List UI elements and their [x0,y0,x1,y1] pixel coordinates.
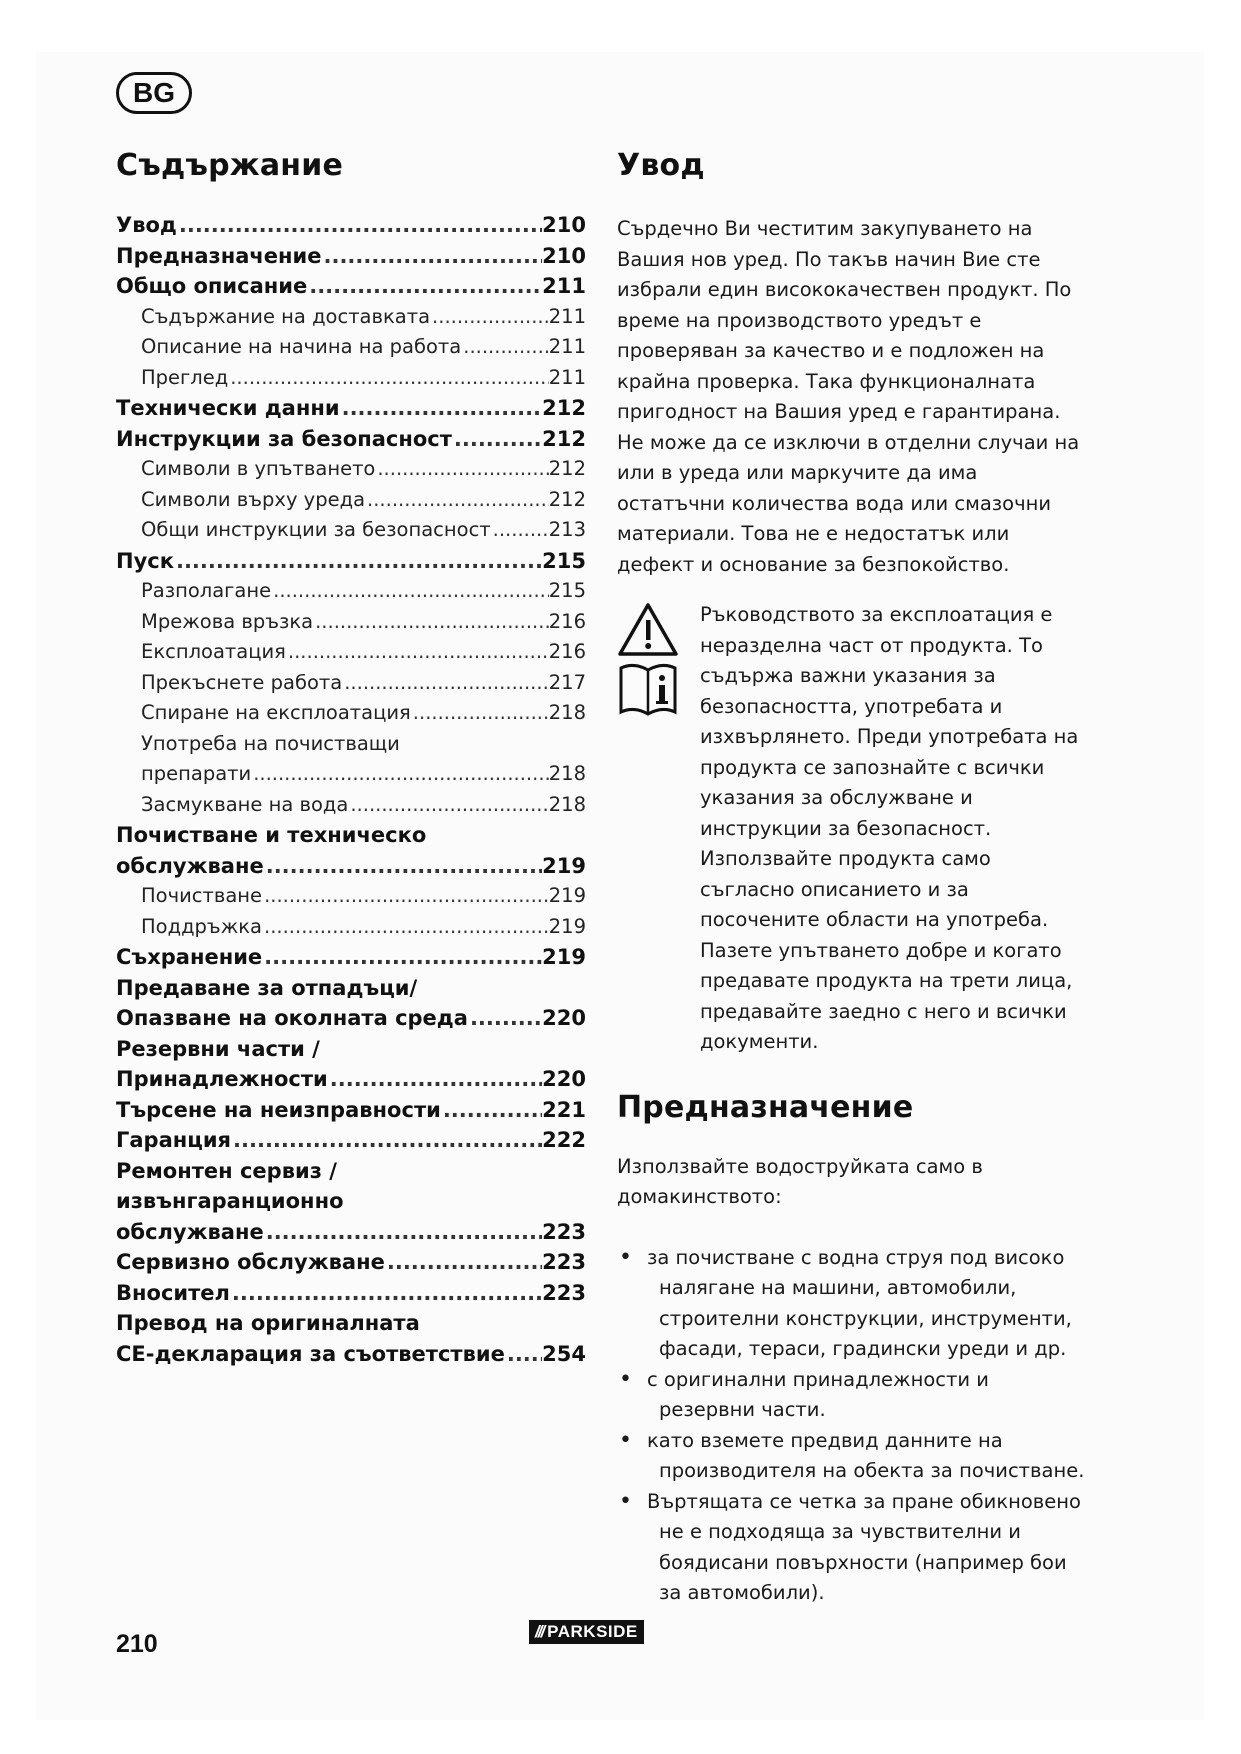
toc-entry-title: извънгаранционно [116,1189,344,1213]
toc-leader-dots [461,332,549,363]
toc-leader-dots [264,1217,542,1248]
toc-entry-title: Експлоатация [141,640,286,663]
toc-entry-title: Почистване и техническо [116,823,427,847]
toc-entry-title: обслужване [116,1219,264,1244]
toc-leader-dots [177,210,542,241]
purpose-heading: Предназначение [617,1089,914,1125]
toc-entry [116,1339,586,1370]
toc-leader-dots [262,912,549,943]
toc-leader-dots [271,576,549,607]
toc-entry-page: 211 [548,304,586,328]
toc-leader-dots [375,454,548,485]
toc-leader-dots [452,424,542,455]
toc-entry-page: 218 [548,701,586,724]
safety-note [617,600,1087,1058]
toc-leader-dots [307,271,542,302]
toc-entry-title: Гаранция [116,1128,232,1152]
toc-entry-title: Превод на оригиналната [116,1311,420,1335]
brand-name: PARKSIDE [547,1622,638,1641]
toc-entry-title: Почистване [141,884,263,907]
manual-info-icon [621,665,675,714]
toc-entry-title: Търсене на неизправности [116,1097,441,1122]
toc-entry [116,912,586,943]
toc-entry-title: Ремонтен сервиз / [116,1158,337,1183]
toc-entry [116,1156,586,1187]
toc-entry-page: 219 [542,945,586,969]
toc-entry-page: 222 [542,1128,586,1152]
toc-entry-page: 212 [542,396,586,420]
toc-leader-dots [228,363,549,394]
toc-entry-title: CE-декларация за съответствие [116,1341,505,1366]
toc-entry-page: 213 [548,518,586,541]
toc-entry-title: Предаване за отпадъци/ [116,975,418,1000]
toc-entry [116,881,586,912]
warning-triangle-icon [620,605,676,654]
toc-leader-dots [441,1095,542,1126]
toc-leader-dots [286,637,549,668]
toc-leader-dots [411,698,549,729]
toc-entry-title: Принадлежности [116,1067,328,1091]
toc-leader-dots [348,790,548,821]
toc-entry [116,851,586,882]
toc-entry [116,1064,586,1095]
purpose-bullet-item: • за почистване с водна струя под високо налягане на машини, автомобили, строителни конструкции, инструменти, фасади, тераси, градински уреди и др. [617,1243,1087,1365]
toc-entry-page: 210 [542,213,586,237]
toc-entry-page: 219 [548,884,586,907]
toc-entry [116,637,586,668]
toc-leader-dots [174,546,542,577]
toc-heading: Съдържание [116,148,343,183]
toc-leader-dots [328,1064,542,1095]
toc-entry-page: 216 [548,640,586,663]
toc-entry-title: Прекъснете работа [141,670,343,694]
warning-manual-icons [617,602,679,722]
toc-entry [116,393,586,424]
purpose-bullet-item: • с оригинални принадлежности и резервни части. [617,1365,1087,1426]
toc-entry-title: Общи инструкции за безопасност [141,518,491,541]
toc-entry [116,210,586,241]
toc-entry [116,1095,586,1126]
toc-entry-page: 210 [542,243,586,268]
brand-logo [529,1620,644,1644]
toc-entry [116,515,586,546]
toc-entry [116,1308,586,1339]
toc-entry-title: Описание на начина на работа [141,335,462,358]
toc-entry-page: 219 [548,914,586,938]
toc-entry [116,790,586,821]
content-column [617,146,1087,1609]
toc-leader-dots [468,1003,542,1034]
toc-list [116,210,586,1369]
toc-entry [116,1186,586,1217]
toc-leader-dots [385,1247,542,1278]
intro-paragraph: Сърдечно Ви честитим закупуването на Вашия нов уред. По такъв начин Вие сте избрали един висококачествен продукт. По време на производството уредът е проверяван за качество и е подложен на крайна проверка. Така функционалната пригодност на Вашия уред е гарантирана. Не може да се изключи в отделни случаи на или в уреда или маркучите да има остатъчни количества вода или смазочни материали. Това не е недостатък или дефект и основание за безпокойство. [617,217,1080,576]
toc-leader-dots [251,759,549,790]
toc-entry [116,942,586,973]
toc-entry-title: Резервни части / [116,1036,320,1061]
toc-entry-title: Символи в упътването [141,457,376,480]
purpose-bullet-list [617,1243,1087,1609]
toc-leader-dots [313,607,549,638]
language-badge: BG [116,72,192,114]
toc-entry [116,759,586,790]
toc-entry [116,271,586,302]
toc-entry [116,302,586,333]
toc-entry-title: Поддръжка [141,914,263,938]
toc-entry-page: 211 [548,335,586,358]
toc-entry [116,576,586,607]
toc-entry [116,332,586,363]
toc-entry-page: 211 [548,365,586,389]
toc-entry [116,607,586,638]
toc-column [116,146,586,1369]
toc-entry [116,973,586,1004]
brand-stripes: /// [535,1622,544,1641]
toc-entry-page: 212 [542,426,586,451]
toc-entry-page: 212 [548,487,586,511]
toc-leader-dots [322,241,543,272]
toc-entry [116,1217,586,1248]
page-number: 210 [116,1630,158,1658]
toc-leader-dots [230,1278,542,1309]
toc-leader-dots [491,515,549,546]
toc-entry-title: Опазване на околната среда [116,1006,468,1030]
intro-heading: Увод [617,148,705,183]
toc-entry [116,1003,586,1034]
toc-leader-dots [365,485,549,516]
toc-entry-page: 223 [542,1219,586,1244]
purpose-paragraph: Използвайте водоструйката само в домакинството: [617,1154,983,1208]
toc-entry-page: 220 [542,1067,586,1091]
toc-entry [116,424,586,455]
toc-entry-title: Разполагане [141,579,272,602]
toc-entry-page: 223 [542,1280,586,1305]
toc-leader-dots [262,881,549,912]
toc-entry-title: Спиране на експлоатация [141,701,411,724]
toc-entry-title: Увод [116,213,177,237]
toc-entry-page: 221 [542,1097,586,1122]
toc-entry-page: 216 [548,609,586,633]
toc-entry-title: Засмукване на вода [141,792,349,816]
toc-entry [116,729,586,760]
toc-entry-title: препарати [141,762,252,785]
toc-entry-title: Технически данни [116,396,340,420]
toc-entry [116,485,586,516]
toc-entry [116,820,586,851]
toc-entry-page: 217 [548,670,586,694]
toc-leader-dots [231,1125,542,1156]
toc-entry [116,1125,586,1156]
toc-entry-title: Съдържание на доставката [141,304,431,328]
toc-leader-dots [342,668,549,699]
toc-entry-title: Съхранение [116,945,263,969]
toc-entry [116,698,586,729]
toc-leader-dots [505,1339,542,1370]
toc-leader-dots [262,942,542,973]
purpose-bullet-item: • Въртящата се четка за пране обикновено не е подходяща за чувствителни и боядисани повърхности (например бои за автомобили). [617,1487,1087,1609]
purpose-bullet-item: • като вземете предвид данните на производителя на обекта за почистване. [617,1426,1087,1487]
toc-entry [116,241,586,272]
toc-entry-page: 218 [548,792,586,816]
toc-entry-page: 254 [542,1341,586,1366]
toc-entry-title: Преглед [141,365,229,389]
toc-entry-page: 218 [548,762,586,785]
toc-leader-dots [264,851,542,882]
toc-entry-page: 215 [548,579,586,602]
toc-entry-title: Пуск [116,548,174,573]
safety-note-text: Ръководството за експлоатация е неразделна част от продукта. То съдържа важни указания за безопасността, употребата и изхвърлянето. Преди употребата на продукта се запознайте с всички указания за обслужване и инструкции за безопасност. Използвайте продукта само съгласно описанието и за посочените области на употреба. Пазете упътването добре и когато предавате продукта на трети лица, предавайте заедно с него и всички документи. [700,603,1079,1053]
toc-entry-title: Символи върху уреда [141,487,366,511]
toc-entry-page: 212 [548,457,586,480]
toc-entry-title: Сервизно обслужване [116,1250,385,1274]
toc-entry [116,454,586,485]
toc-entry [116,1278,586,1309]
toc-entry-title: Мрежова връзка [141,609,314,633]
toc-entry [116,668,586,699]
toc-entry-title: Инструкции за безопасност [116,426,452,451]
toc-entry [116,363,586,394]
toc-entry [116,1034,586,1065]
toc-entry-title: Употреба на почистващи [141,731,400,755]
toc-entry-page: 219 [542,853,586,878]
toc-leader-dots [430,302,549,333]
toc-entry [116,546,586,577]
toc-entry-page: 211 [542,274,586,298]
toc-leader-dots [340,393,543,424]
toc-entry-title: обслужване [116,853,264,878]
toc-entry-title: Общо описание [116,274,308,298]
toc-entry-title: Вносител [116,1280,230,1305]
toc-entry-title: Предназначение [116,243,322,268]
toc-entry-page: 223 [542,1250,586,1274]
toc-entry [116,1247,586,1278]
toc-entry-page: 215 [542,548,586,573]
toc-entry-page: 220 [542,1006,586,1030]
